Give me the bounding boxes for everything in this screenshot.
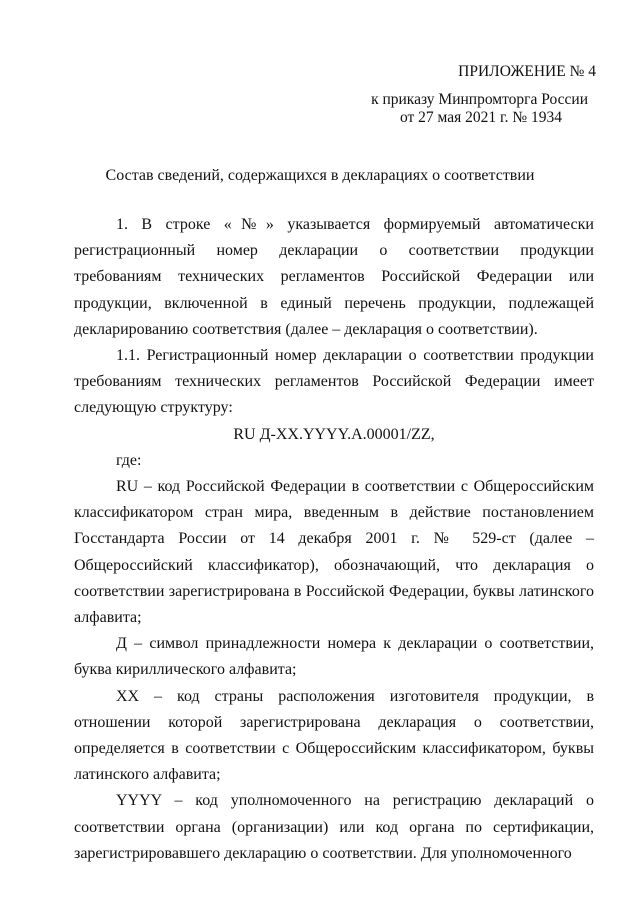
- registration-number-format: RU Д-XX.YYYY.A.00001/ZZ,: [233, 425, 435, 443]
- document-body: [74, 212, 594, 867]
- definition-d: Д – символ принадлежности номера к декларации о соответствии, буква кириллического алфавита;: [74, 635, 594, 679]
- definition-yyyy: YYYY – код уполномоченного на регистрацию деклараций о соответствии органа (организации) или код органа по сертификации, зарегистрировавшего декларацию о соответствии. Для уполномоченного: [74, 792, 594, 862]
- where-label: где:: [116, 451, 142, 469]
- appendix-title: ПРИЛОЖЕНИЕ № 4: [458, 63, 596, 80]
- document-title: Состав сведений, содержащихся в декларациях о соответствии: [105, 167, 535, 184]
- order-reference-line-2: от 27 мая 2021 г. № 1934: [399, 109, 562, 126]
- paragraph-1-1: 1.1. Регистрационный номер декларации о соответствии продукции требованиям технических регламентов Российской Федерации имеет следующую структуру:: [74, 347, 594, 417]
- order-reference-line-1: к приказу Минпромторга России: [371, 91, 588, 108]
- definition-xx: XX – код страны расположения изготовителя продукции, в отношении которой зарегистрирована декларация о соответствии, определяется в соответствии с Общероссийским классификатором, буквы латинского алфавита;: [74, 687, 594, 784]
- paragraph-1: 1. В строке «№» указывается формируемый автоматически регистрационный номер декларации о соответствии продукции требованиям технических регламентов Российской Федерации или продукции, включенной в единый перечень продукции, подлежащей декларированию соответствия (далее – декларация о соответствии).: [74, 216, 594, 338]
- definition-ru: RU – код Российской Федерации в соответствии с Общероссийским классификатором стран мира, введенным в действие постановлением Госстандарта России от 14 декабря 2001 г. № 529-ст (далее – Общероссийский классификатор), обозначающий, что декларация о соответствии зарегистрирована в Российской Федерации, буквы латинского алфавита;: [74, 478, 594, 627]
